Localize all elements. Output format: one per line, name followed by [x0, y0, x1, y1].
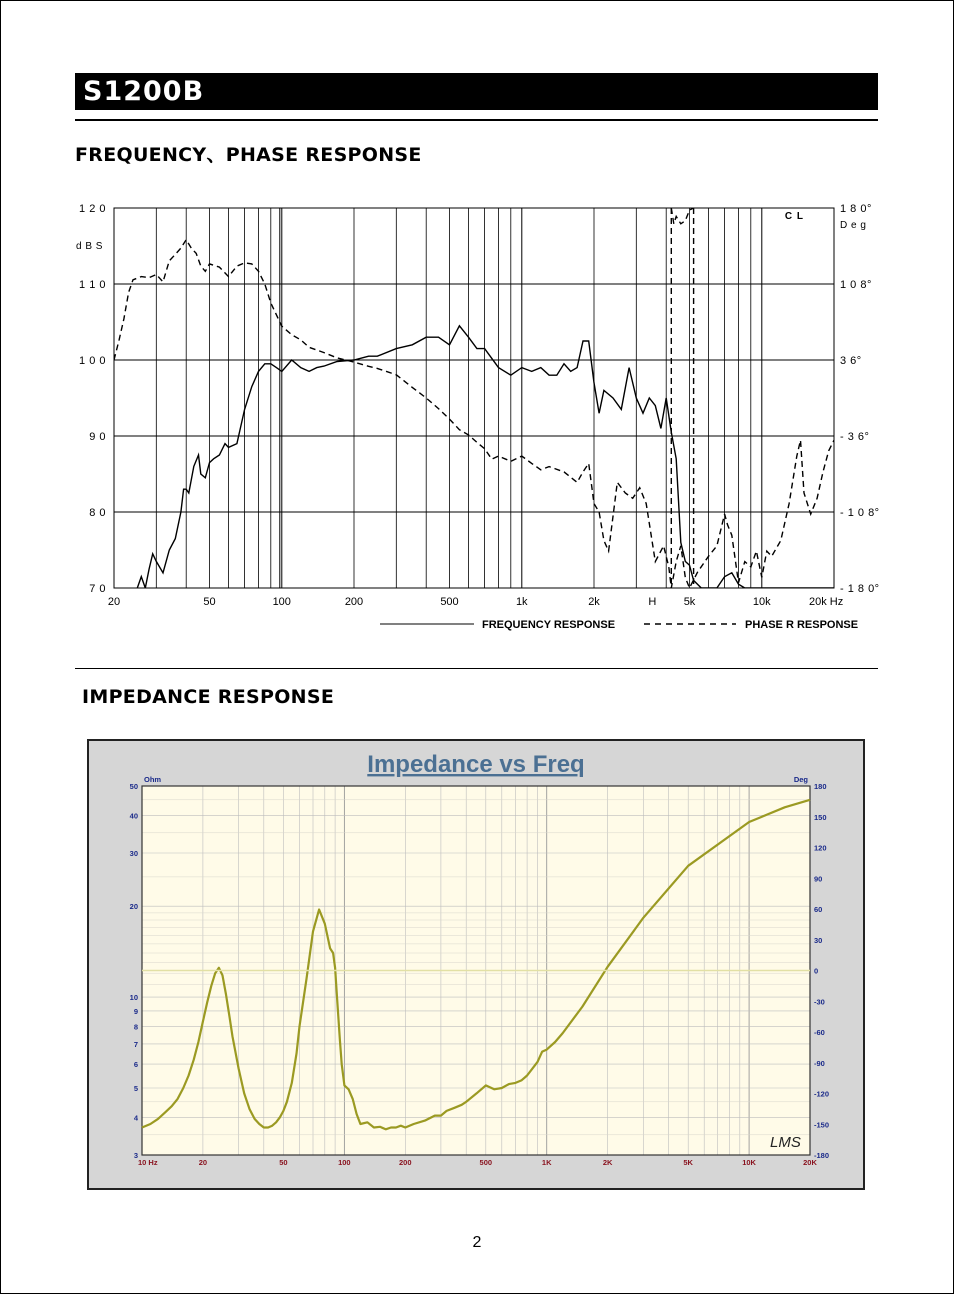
x-tick-label: 10 Hz	[138, 1158, 158, 1167]
y2-tick-label: 180	[814, 782, 827, 791]
y2-tick-label: -120	[814, 1089, 830, 1099]
y2-tick-label: - 1 8 0°	[840, 583, 880, 595]
x-tick-label: 20K	[803, 1158, 817, 1167]
y-axis-label: d B S	[76, 241, 103, 252]
y-tick-label: 50	[129, 782, 138, 791]
y2-tick-label: - 1 0 8°	[840, 507, 880, 519]
y-tick-label: 1 0 0	[79, 355, 106, 367]
model-title: S1200B	[83, 76, 205, 107]
y-tick-label: 9 0	[89, 431, 106, 443]
divider-top	[75, 119, 878, 121]
y2-tick-label: 150	[814, 812, 827, 822]
impedance-chart-title: Impedance vs Freq	[367, 751, 585, 778]
x-tick-label: 1K	[541, 1158, 552, 1167]
y-tick-label: 8	[133, 1022, 138, 1032]
x-tick-label: 100	[272, 596, 291, 608]
y2-tick-label: 90	[814, 874, 823, 884]
y-tick-label: 4	[133, 1113, 138, 1123]
frequency-phase-chart	[0, 180, 954, 650]
x-tick-label: 200	[344, 596, 364, 608]
y-tick-label: 6	[133, 1060, 138, 1070]
x-tick-label: 2k	[588, 596, 600, 608]
section-title-impedance: IMPEDANCE RESPONSE	[82, 686, 335, 708]
y-axis-label: Ohm	[144, 775, 162, 784]
x-tick-label: 50	[279, 1158, 288, 1167]
x-tick-label: 20k Hz	[809, 596, 844, 608]
section-title-frequency-phase: FREQUENCY、PHASE RESPONSE	[75, 144, 422, 166]
y-tick-label: 30	[129, 848, 138, 858]
y2-tick-label: -180	[814, 1151, 830, 1160]
x-tick-label: 5k	[683, 596, 696, 608]
frequency-chart-grid	[114, 208, 834, 588]
phase-response-wrapped-line	[671, 208, 693, 224]
y-tick-label: 1 1 0	[79, 279, 106, 291]
x-tick-label: 10k	[752, 596, 771, 608]
legend-frequency-response: FREQUENCY RESPONSE	[482, 619, 616, 631]
x-tick-label: 20	[198, 1158, 208, 1167]
corner-label: C L	[784, 211, 804, 222]
x-tick-label: 100	[338, 1158, 351, 1167]
y2-tick-label: -60	[814, 1028, 825, 1037]
y-tick-label: 40	[129, 811, 138, 821]
x-tick-label: 2K	[602, 1158, 613, 1167]
divider-middle	[75, 668, 878, 669]
y-tick-label: 1 2 0	[79, 203, 106, 215]
plot-border	[114, 208, 834, 588]
legend-phase-response: PHASE R RESPONSE	[745, 619, 859, 631]
x-tick-label: 200	[399, 1158, 412, 1167]
phase-response-line	[114, 240, 834, 588]
x-marker-label: H	[648, 596, 657, 608]
y2-tick-label: 30	[814, 935, 823, 945]
x-tick-label: 50	[203, 596, 216, 608]
x-tick-label: 500	[440, 596, 459, 608]
y2-tick-label: - 3 6°	[840, 431, 870, 443]
page-number: 2	[472, 1234, 482, 1251]
y-tick-label: 9	[133, 1006, 138, 1016]
y2-tick-label: -90	[814, 1058, 825, 1068]
frequency-response-line	[137, 326, 834, 588]
y2-tick-label: 3 6°	[840, 355, 862, 367]
y2-axis-label: D e g	[840, 220, 867, 231]
y-tick-label: 7 0	[89, 583, 106, 595]
y-tick-label: 10	[129, 993, 138, 1003]
y2-tick-label: -150	[814, 1120, 830, 1130]
y2-tick-label: 120	[814, 843, 827, 853]
x-tick-label: 20	[107, 596, 121, 608]
y-tick-label: 5	[133, 1084, 138, 1094]
lms-logo: LMS	[770, 1134, 801, 1151]
x-tick-label: 10K	[742, 1158, 756, 1167]
y2-tick-label: -30	[814, 997, 825, 1007]
impedance-chart	[0, 732, 954, 1192]
y2-tick-label: 1 0 8°	[840, 279, 872, 291]
y-tick-label: 20	[129, 902, 138, 912]
x-tick-label: 500	[479, 1158, 493, 1167]
model-title-bar	[75, 73, 878, 110]
y2-tick-label: 1 8 0°	[840, 203, 872, 215]
y-tick-label: 3	[133, 1151, 138, 1160]
y-tick-label: 8 0	[89, 507, 106, 519]
x-tick-label: 1k	[515, 596, 528, 608]
y2-tick-label: 60	[814, 905, 823, 914]
x-tick-label: 5K	[683, 1158, 693, 1167]
y2-tick-label: 0	[814, 966, 819, 976]
y-tick-label: 7	[133, 1039, 138, 1049]
y2-axis-label: Deg	[793, 775, 808, 784]
